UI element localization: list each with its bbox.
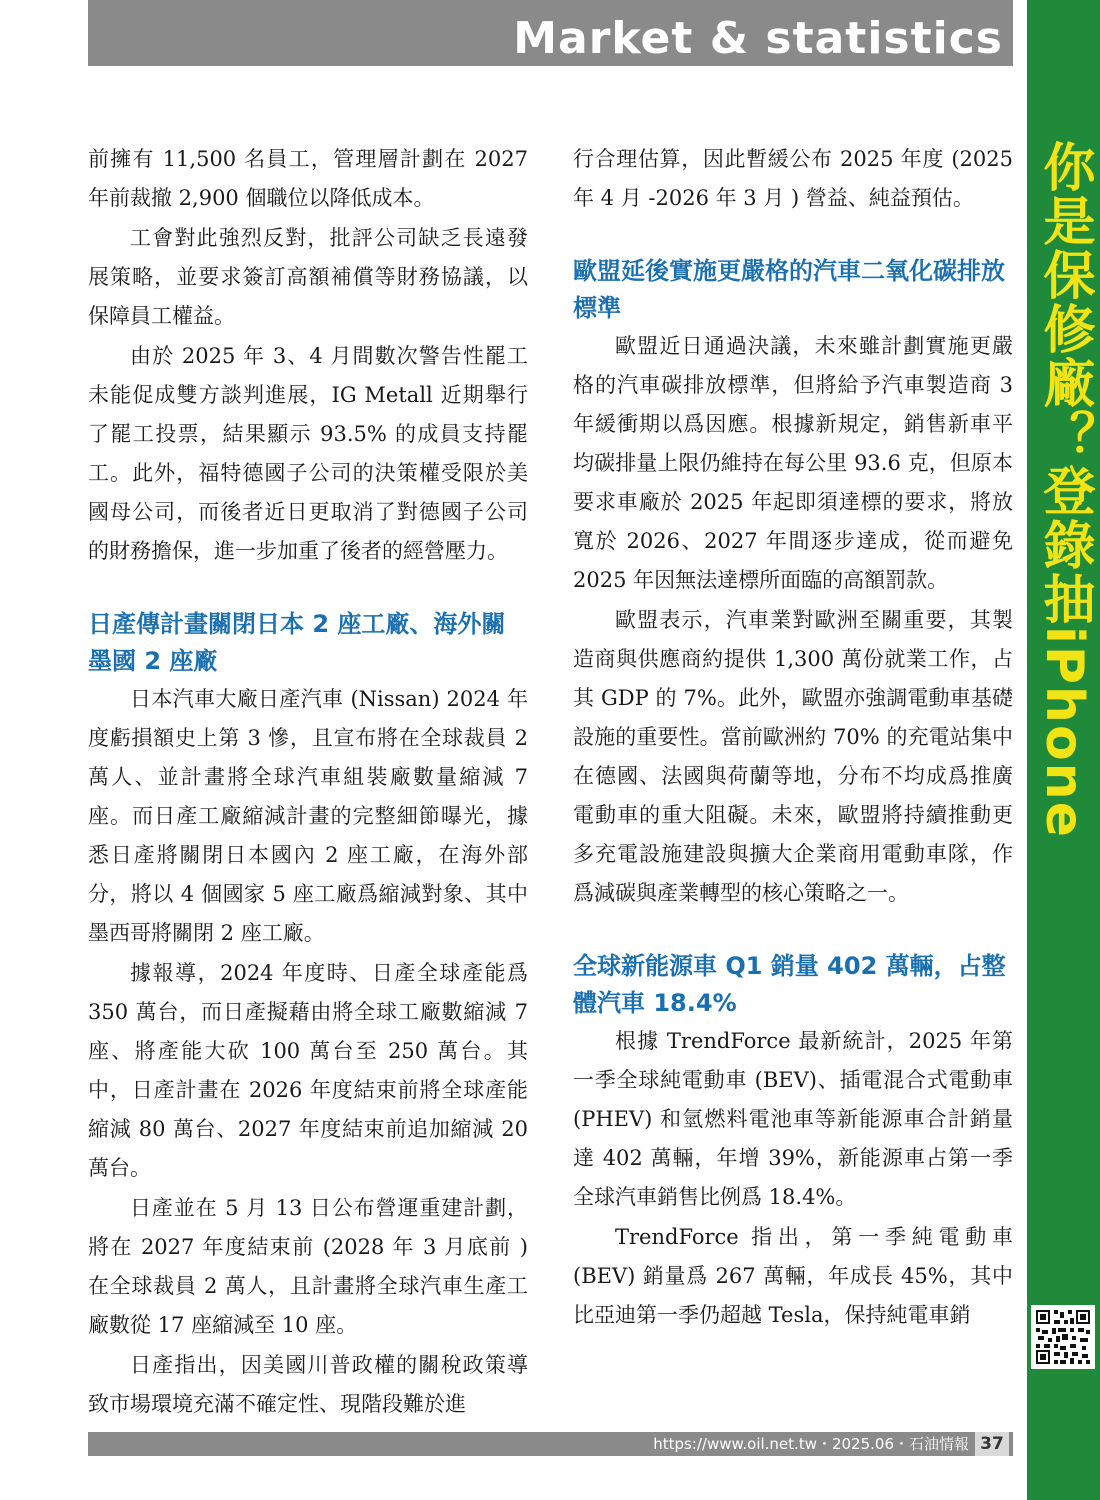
paragraph: 歐盟近日通過決議，未來雖計劃實施更嚴格的汽車碳排放標準，但將給予汽車製造商 3 年緩衝期以爲因應。根據新規定，銷售新車平均碳排量上限仍維持在每公里 93.6 克，但原本要求車廠於 2025 年起即須達標的要求，將放寬於 2026、2027 年間逐步達成，從而避免 2025 年因無法達標所面臨的高額罰款。 <box>573 334 1013 592</box>
right-column <box>573 140 1013 1336</box>
promo-cjk: 你是保修廠？登錄抽 <box>1034 140 1094 626</box>
article-heading-nev-sales: 全球新能源車 Q1 銷量 402 萬輛，占整體汽車 18.4% <box>573 952 1006 1017</box>
header-bar <box>88 0 1013 66</box>
promo-latin: iPhone <box>1034 626 1094 839</box>
paragraph: 行合理估算，因此暫緩公布 2025 年度 (2025 年 4 月 -2026 年 3 月 ) 營益、純益預估。 <box>573 147 1013 210</box>
paragraph: 日產指出，因美國川普政權的關稅政策導致市場環境充滿不確定性、現階段難於進 <box>88 1353 528 1416</box>
article-heading-eu-co2: 歐盟延後實施更嚴格的汽車二氧化碳排放標準 <box>573 257 1005 322</box>
qr-code-icon[interactable] <box>1031 1305 1095 1369</box>
section-title: Market & statistics <box>513 13 1003 64</box>
page-number: 37 <box>975 1432 1009 1456</box>
paragraph: 工會對此強烈反對，批評公司缺乏長遠發展策略，並要求簽訂高額補償等財務協議，以保障員工權益。 <box>88 226 528 328</box>
paragraph: 根據 TrendForce 最新統計，2025 年第一季全球純電動車 (BEV)、插電混合式電動車 (PHEV) 和氫燃料電池車等新能源車合計銷量達 402 萬輛，年增 39%，新能源車占第一季全球汽車銷售比例爲 18.4%。 <box>573 1029 1013 1209</box>
article-heading-nissan: 日產傳計畫關閉日本 2 座工廠、海外關墨國 2 座廠 <box>88 610 506 675</box>
paragraph: 歐盟表示，汽車業對歐洲至關重要，其製造商與供應商約提供 1,300 萬份就業工作，占其 GDP 的 7%。此外，歐盟亦強調電動車基礎設施的重要性。當前歐洲約 70% 的充電站集中在德國、法國與荷蘭等地，分布不均成爲推廣電動車的重大阻礙。未來，歐盟將持續推動更多充電設施建設與擴大企業商用電動車隊，作爲減碳與產業轉型的核心策略之一。 <box>573 608 1013 905</box>
paragraph: 日產並在 5 月 13 日公布營運重建計劃，將在 2027 年度結束前 (2028 年 3 月底前 ) 在全球裁員 2 萬人，且計畫將全球汽車生產工廠數從 17 座縮減至 10 座。 <box>88 1196 528 1337</box>
footer-bar <box>88 1432 1013 1456</box>
paragraph: 日本汽車大廠日產汽車 (Nissan) 2024 年度虧損額史上第 3 慘，且宣布將在全球裁員 2 萬人、並計畫將全球汽車組裝廠數量縮減 7 座。而日產工廠縮減計畫的完整細節曝光，據悉日產將關閉日本國內 2 座工廠，在海外部分，將以 4 個國家 5 座工廠爲縮減對象、其中墨西哥將關閉 2 座工廠。 <box>88 687 528 945</box>
paragraph: 據報導，2024 年度時、日產全球產能爲 350 萬台，而日產擬藉由將全球工廠數縮減 7 座、將產能大砍 100 萬台至 250 萬台。其中，日產計畫在 2026 年度結束前將全球產能縮減 80 萬台、2027 年度結束前追加縮減 20 萬台。 <box>88 961 528 1180</box>
paragraph: TrendForce 指出，第一季純電動車 (BEV) 銷量爲 267 萬輛，年成長 45%，其中比亞迪第一季仍超越 Tesla，保持純電車銷 <box>573 1225 1013 1327</box>
promo-text[interactable] <box>1035 140 1093 839</box>
paragraph: 由於 2025 年 3、4 月間數次警告性罷工未能促成雙方談判進展，IG Metall 近期舉行了罷工投票，結果顯示 93.5% 的成員支持罷工。此外，福特德國子公司的決策權受限於美國母公司，而後者近日更取消了對德國子公司的財務擔保，進一步加重了後者的經營壓力。 <box>88 344 528 563</box>
left-column <box>88 140 528 1425</box>
footer-source: https://www.oil.net.tw・2025.06・石油情報 <box>653 1435 969 1453</box>
paragraph: 前擁有 11,500 名員工，管理層計劃在 2027 年前裁撤 2,900 個職位以降低成本。 <box>88 147 528 210</box>
